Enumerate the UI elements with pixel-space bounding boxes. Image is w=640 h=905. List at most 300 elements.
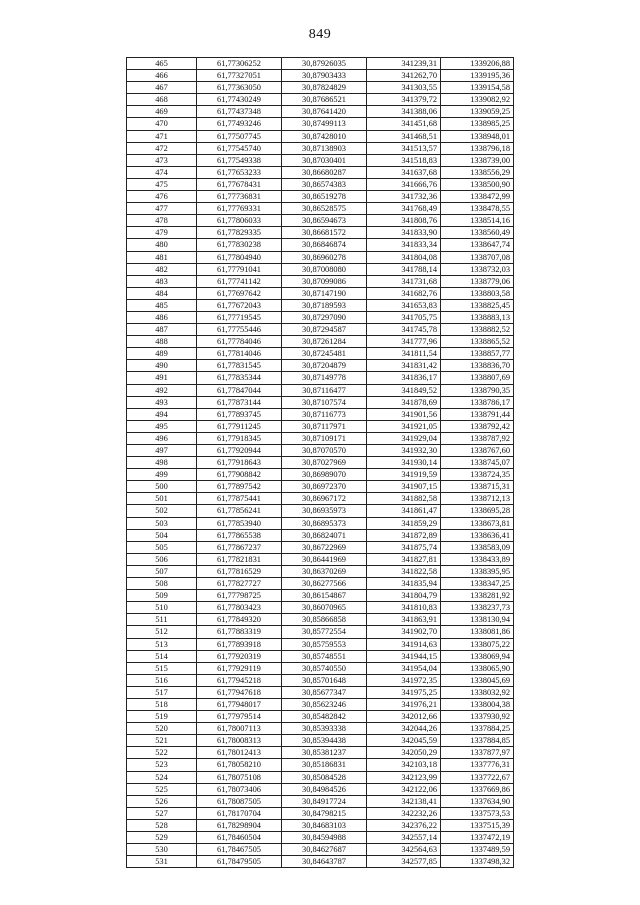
table-row [127,614,514,626]
y-coordinate-cell: 1338514,16 [441,215,514,227]
latitude-cell: 61,77306252 [197,58,282,70]
point-number-cell: 497 [127,445,197,457]
table-row [127,698,514,710]
longitude-cell: 30,85482842 [282,711,367,723]
table-row [127,311,514,323]
longitude-cell: 30,85623246 [282,698,367,710]
y-coordinate-cell: 1338791,44 [441,408,514,420]
y-coordinate-cell: 1339082,92 [441,94,514,106]
x-coordinate-cell: 341777,96 [367,336,441,348]
y-coordinate-cell: 1338767,60 [441,445,514,457]
y-coordinate-cell: 1338472,99 [441,191,514,203]
point-number-cell: 475 [127,178,197,190]
x-coordinate-cell: 341861,47 [367,505,441,517]
x-coordinate-cell: 341835,94 [367,578,441,590]
x-coordinate-cell: 341827,81 [367,553,441,565]
latitude-cell: 61,77873144 [197,396,282,408]
table-row [127,553,514,565]
latitude-cell: 61,77911245 [197,420,282,432]
point-number-cell: 506 [127,553,197,565]
table-row [127,481,514,493]
y-coordinate-cell: 1338796,18 [441,142,514,154]
table-row [127,178,514,190]
longitude-cell: 30,87189593 [282,299,367,311]
point-number-cell: 513 [127,638,197,650]
latitude-cell: 61,78298904 [197,819,282,831]
x-coordinate-cell: 341833,34 [367,239,441,251]
table-row [127,590,514,602]
latitude-cell: 61,78075108 [197,771,282,783]
point-number-cell: 490 [127,360,197,372]
longitude-cell: 30,85701648 [282,674,367,686]
y-coordinate-cell: 1338583,09 [441,541,514,553]
table-row [127,420,514,432]
latitude-cell: 61,77867237 [197,541,282,553]
longitude-cell: 30,85394438 [282,735,367,747]
longitude-cell: 30,87428010 [282,130,367,142]
table-row [127,650,514,662]
y-coordinate-cell: 1338882,52 [441,324,514,336]
point-number-cell: 482 [127,263,197,275]
latitude-cell: 61,77784046 [197,336,282,348]
latitude-cell: 61,77945218 [197,674,282,686]
y-coordinate-cell: 1338075,22 [441,638,514,650]
y-coordinate-cell: 1338069,94 [441,650,514,662]
x-coordinate-cell: 341303,55 [367,82,441,94]
x-coordinate-cell: 341705,75 [367,311,441,323]
x-coordinate-cell: 341849,52 [367,384,441,396]
longitude-cell: 30,86519278 [282,191,367,203]
latitude-cell: 61,77979514 [197,711,282,723]
y-coordinate-cell: 1338985,25 [441,118,514,130]
point-number-cell: 470 [127,118,197,130]
latitude-cell: 61,77806033 [197,215,282,227]
latitude-cell: 61,77755446 [197,324,282,336]
latitude-cell: 61,78007113 [197,723,282,735]
y-coordinate-cell: 1338004,38 [441,698,514,710]
y-coordinate-cell: 1339206,88 [441,58,514,70]
longitude-cell: 30,84798215 [282,807,367,819]
latitude-cell: 61,77545740 [197,142,282,154]
table-row [127,529,514,541]
table-row [127,106,514,118]
table-row [127,505,514,517]
point-number-cell: 485 [127,299,197,311]
latitude-cell: 61,77327051 [197,70,282,82]
y-coordinate-cell: 1337776,31 [441,759,514,771]
table-row [127,94,514,106]
table-row [127,795,514,807]
table-row [127,783,514,795]
y-coordinate-cell: 1338045,69 [441,674,514,686]
y-coordinate-cell: 1338825,45 [441,299,514,311]
latitude-cell: 61,78467505 [197,844,282,856]
table-row [127,723,514,735]
y-coordinate-cell: 1337498,32 [441,856,514,868]
x-coordinate-cell: 341831,42 [367,360,441,372]
x-coordinate-cell: 342012,66 [367,711,441,723]
point-number-cell: 502 [127,505,197,517]
point-number-cell: 481 [127,251,197,263]
latitude-cell: 61,77847044 [197,384,282,396]
x-coordinate-cell: 341875,74 [367,541,441,553]
point-number-cell: 530 [127,844,197,856]
table-row [127,771,514,783]
y-coordinate-cell: 1338556,29 [441,166,514,178]
x-coordinate-cell: 341914,63 [367,638,441,650]
x-coordinate-cell: 341732,36 [367,191,441,203]
longitude-cell: 30,87149778 [282,372,367,384]
longitude-cell: 30,86895373 [282,517,367,529]
table-row [127,191,514,203]
latitude-cell: 61,77653233 [197,166,282,178]
latitude-cell: 61,77918345 [197,432,282,444]
latitude-cell: 61,77803423 [197,602,282,614]
x-coordinate-cell: 342557,14 [367,832,441,844]
longitude-cell: 30,84627687 [282,844,367,856]
y-coordinate-cell: 1338807,69 [441,372,514,384]
point-number-cell: 496 [127,432,197,444]
longitude-cell: 30,87499113 [282,118,367,130]
x-coordinate-cell: 341379,72 [367,94,441,106]
table-row [127,686,514,698]
point-number-cell: 521 [127,735,197,747]
table-row [127,662,514,674]
longitude-cell: 30,85677347 [282,686,367,698]
point-number-cell: 466 [127,70,197,82]
page-number: 849 [308,27,332,42]
table-row [127,154,514,166]
longitude-cell: 30,85748551 [282,650,367,662]
point-number-cell: 507 [127,565,197,577]
latitude-cell: 61,77814046 [197,348,282,360]
table-row [127,396,514,408]
y-coordinate-cell: 1337515,39 [441,819,514,831]
y-coordinate-cell: 1338883,13 [441,311,514,323]
longitude-cell: 30,85772554 [282,626,367,638]
point-number-cell: 465 [127,58,197,70]
latitude-cell: 61,78073406 [197,783,282,795]
longitude-cell: 30,87245481 [282,348,367,360]
latitude-cell: 61,77865538 [197,529,282,541]
y-coordinate-cell: 1337472,19 [441,832,514,844]
longitude-cell: 30,87903433 [282,70,367,82]
y-coordinate-cell: 1337573,53 [441,807,514,819]
x-coordinate-cell: 341863,91 [367,614,441,626]
table-row [127,324,514,336]
longitude-cell: 30,87107574 [282,396,367,408]
table-row [127,360,514,372]
longitude-cell: 30,85740550 [282,662,367,674]
latitude-cell: 61,77678431 [197,178,282,190]
table-row [127,493,514,505]
x-coordinate-cell: 341954,04 [367,662,441,674]
y-coordinate-cell: 1338347,25 [441,578,514,590]
table-row [127,215,514,227]
y-coordinate-cell: 1338745,07 [441,457,514,469]
y-coordinate-cell: 1338787,92 [441,432,514,444]
point-number-cell: 528 [127,819,197,831]
y-coordinate-cell: 1338695,28 [441,505,514,517]
x-coordinate-cell: 341653,83 [367,299,441,311]
point-number-cell: 476 [127,191,197,203]
point-number-cell: 492 [127,384,197,396]
latitude-cell: 61,77830238 [197,239,282,251]
y-coordinate-cell: 1338792,42 [441,420,514,432]
x-coordinate-cell: 341944,15 [367,650,441,662]
y-coordinate-cell: 1337669,86 [441,783,514,795]
x-coordinate-cell: 342138,41 [367,795,441,807]
x-coordinate-cell: 341919,59 [367,469,441,481]
x-coordinate-cell: 341804,08 [367,251,441,263]
x-coordinate-cell: 341811,54 [367,348,441,360]
x-coordinate-cell: 341930,14 [367,457,441,469]
longitude-cell: 30,87109171 [282,432,367,444]
table-row [127,70,514,82]
longitude-cell: 30,85393338 [282,723,367,735]
point-number-cell: 471 [127,130,197,142]
longitude-cell: 30,85084528 [282,771,367,783]
y-coordinate-cell: 1337877,97 [441,747,514,759]
longitude-cell: 30,86722969 [282,541,367,553]
y-coordinate-cell: 1338395,95 [441,565,514,577]
longitude-cell: 30,87261284 [282,336,367,348]
table-row [127,735,514,747]
point-number-cell: 493 [127,396,197,408]
x-coordinate-cell: 341972,35 [367,674,441,686]
point-number-cell: 516 [127,674,197,686]
y-coordinate-cell: 1338779,06 [441,275,514,287]
table-row [127,118,514,130]
y-coordinate-cell: 1338739,00 [441,154,514,166]
latitude-cell: 61,78087505 [197,795,282,807]
x-coordinate-cell: 341901,56 [367,408,441,420]
y-coordinate-cell: 1338065,90 [441,662,514,674]
table-row [127,638,514,650]
latitude-cell: 61,77920944 [197,445,282,457]
longitude-cell: 30,86154867 [282,590,367,602]
point-number-cell: 527 [127,807,197,819]
longitude-cell: 30,86960278 [282,251,367,263]
y-coordinate-cell: 1339059,25 [441,106,514,118]
x-coordinate-cell: 341518,83 [367,154,441,166]
point-number-cell: 524 [127,771,197,783]
point-number-cell: 477 [127,203,197,215]
y-coordinate-cell: 1339154,58 [441,82,514,94]
y-coordinate-cell: 1338560,49 [441,227,514,239]
coordinates-table-body [127,58,514,868]
x-coordinate-cell: 341878,69 [367,396,441,408]
longitude-cell: 30,84917724 [282,795,367,807]
longitude-cell: 30,86441969 [282,553,367,565]
point-number-cell: 526 [127,795,197,807]
longitude-cell: 30,86370269 [282,565,367,577]
point-number-cell: 487 [127,324,197,336]
y-coordinate-cell: 1338732,03 [441,263,514,275]
latitude-cell: 61,77507745 [197,130,282,142]
latitude-cell: 61,77791041 [197,263,282,275]
y-coordinate-cell: 1338130,94 [441,614,514,626]
latitude-cell: 61,77831545 [197,360,282,372]
table-row [127,602,514,614]
latitude-cell: 61,78058210 [197,759,282,771]
point-number-cell: 468 [127,94,197,106]
table-row [127,166,514,178]
point-number-cell: 491 [127,372,197,384]
longitude-cell: 30,87070570 [282,445,367,457]
x-coordinate-cell: 342564,63 [367,844,441,856]
latitude-cell: 61,77908842 [197,469,282,481]
point-number-cell: 515 [127,662,197,674]
x-coordinate-cell: 342577,85 [367,856,441,868]
point-number-cell: 495 [127,420,197,432]
table-row [127,82,514,94]
x-coordinate-cell: 341388,06 [367,106,441,118]
y-coordinate-cell: 1338500,90 [441,178,514,190]
x-coordinate-cell: 341637,68 [367,166,441,178]
latitude-cell: 61,77769331 [197,203,282,215]
table-row [127,58,514,70]
longitude-cell: 30,87147190 [282,287,367,299]
point-number-cell: 498 [127,457,197,469]
point-number-cell: 494 [127,408,197,420]
point-number-cell: 531 [127,856,197,868]
latitude-cell: 61,78008313 [197,735,282,747]
longitude-cell: 30,86070965 [282,602,367,614]
x-coordinate-cell: 341810,83 [367,602,441,614]
x-coordinate-cell: 341822,58 [367,565,441,577]
y-coordinate-cell: 1337930,92 [441,711,514,723]
point-number-cell: 499 [127,469,197,481]
longitude-cell: 30,84683103 [282,819,367,831]
longitude-cell: 30,87297090 [282,311,367,323]
table-row [127,130,514,142]
longitude-cell: 30,87294587 [282,324,367,336]
longitude-cell: 30,87641420 [282,106,367,118]
x-coordinate-cell: 341262,70 [367,70,441,82]
point-number-cell: 509 [127,590,197,602]
y-coordinate-cell: 1338636,41 [441,529,514,541]
point-number-cell: 478 [127,215,197,227]
point-number-cell: 523 [127,759,197,771]
y-coordinate-cell: 1338032,92 [441,686,514,698]
y-coordinate-cell: 1338865,52 [441,336,514,348]
point-number-cell: 508 [127,578,197,590]
x-coordinate-cell: 341932,30 [367,445,441,457]
point-number-cell: 504 [127,529,197,541]
y-coordinate-cell: 1338803,58 [441,287,514,299]
table-row [127,517,514,529]
point-number-cell: 480 [127,239,197,251]
latitude-cell: 61,77804940 [197,251,282,263]
y-coordinate-cell: 1338724,35 [441,469,514,481]
x-coordinate-cell: 341882,58 [367,493,441,505]
x-coordinate-cell: 341975,25 [367,686,441,698]
coordinates-table [126,57,514,868]
latitude-cell: 61,77827727 [197,578,282,590]
longitude-cell: 30,87824829 [282,82,367,94]
longitude-cell: 30,86681572 [282,227,367,239]
x-coordinate-cell: 341788,14 [367,263,441,275]
table-row [127,747,514,759]
latitude-cell: 61,77697642 [197,287,282,299]
latitude-cell: 61,77849320 [197,614,282,626]
point-number-cell: 514 [127,650,197,662]
latitude-cell: 61,77437348 [197,106,282,118]
latitude-cell: 61,77883319 [197,626,282,638]
longitude-cell: 30,86574383 [282,178,367,190]
longitude-cell: 30,87138903 [282,142,367,154]
point-number-cell: 529 [127,832,197,844]
y-coordinate-cell: 1338786,17 [441,396,514,408]
point-number-cell: 474 [127,166,197,178]
longitude-cell: 30,85759553 [282,638,367,650]
point-number-cell: 479 [127,227,197,239]
table-row [127,445,514,457]
point-number-cell: 518 [127,698,197,710]
y-coordinate-cell: 1339195,36 [441,70,514,82]
table-row [127,541,514,553]
point-number-cell: 512 [127,626,197,638]
latitude-cell: 61,77549338 [197,154,282,166]
x-coordinate-cell: 341731,68 [367,275,441,287]
table-row [127,759,514,771]
y-coordinate-cell: 1338857,77 [441,348,514,360]
longitude-cell: 30,87204879 [282,360,367,372]
table-row [127,348,514,360]
point-number-cell: 511 [127,614,197,626]
latitude-cell: 61,77672043 [197,299,282,311]
point-number-cell: 503 [127,517,197,529]
longitude-cell: 30,86846874 [282,239,367,251]
latitude-cell: 61,77835344 [197,372,282,384]
latitude-cell: 61,77741142 [197,275,282,287]
x-coordinate-cell: 342122,06 [367,783,441,795]
latitude-cell: 61,77929119 [197,662,282,674]
y-coordinate-cell: 1338715,31 [441,481,514,493]
table-row [127,336,514,348]
table-row [127,844,514,856]
point-number-cell: 517 [127,686,197,698]
x-coordinate-cell: 342232,26 [367,807,441,819]
x-coordinate-cell: 341451,68 [367,118,441,130]
latitude-cell: 61,78012413 [197,747,282,759]
longitude-cell: 30,87008080 [282,263,367,275]
longitude-cell: 30,86989070 [282,469,367,481]
latitude-cell: 61,78479505 [197,856,282,868]
latitude-cell: 61,78170704 [197,807,282,819]
x-coordinate-cell: 341902,70 [367,626,441,638]
point-number-cell: 484 [127,287,197,299]
x-coordinate-cell: 342123,99 [367,771,441,783]
table-row [127,469,514,481]
x-coordinate-cell: 341859,29 [367,517,441,529]
x-coordinate-cell: 341836,17 [367,372,441,384]
table-row [127,711,514,723]
point-number-cell: 520 [127,723,197,735]
longitude-cell: 30,87686521 [282,94,367,106]
y-coordinate-cell: 1338647,74 [441,239,514,251]
longitude-cell: 30,84984526 [282,783,367,795]
x-coordinate-cell: 341804,79 [367,590,441,602]
longitude-cell: 30,87116477 [282,384,367,396]
latitude-cell: 61,77948017 [197,698,282,710]
x-coordinate-cell: 341872,89 [367,529,441,541]
point-number-cell: 500 [127,481,197,493]
table-row [127,227,514,239]
longitude-cell: 30,86972370 [282,481,367,493]
table-row [127,203,514,215]
